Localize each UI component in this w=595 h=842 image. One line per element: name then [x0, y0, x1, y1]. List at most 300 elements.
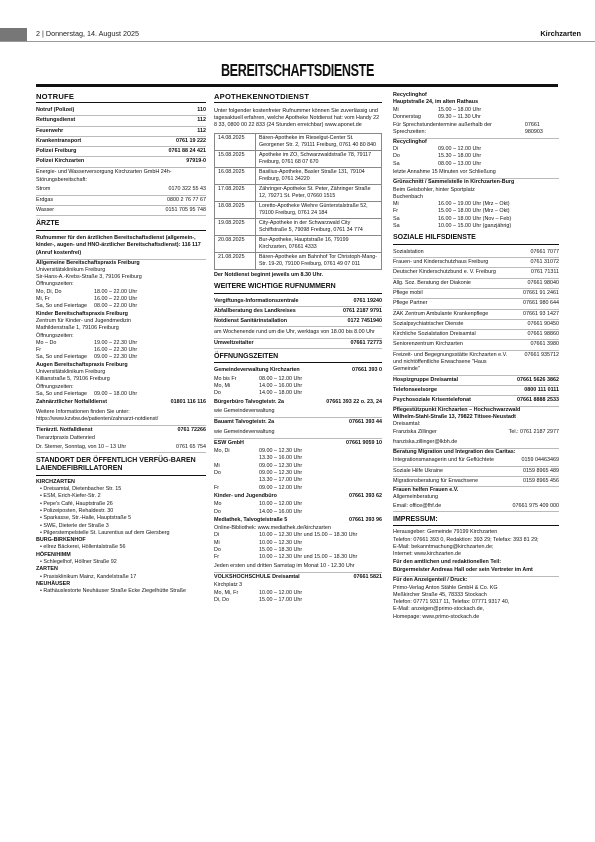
time-row-time: 14.00 – 16.00 Uhr: [259, 383, 303, 390]
notrufe-list: [36, 106, 206, 168]
sozial-row: [393, 279, 559, 289]
time-row: [214, 390, 382, 397]
sozial-row: [393, 396, 559, 406]
kinder-title: Kinder Bereitschaftspraxis Freiburg: [36, 310, 128, 317]
energie-row: [36, 185, 206, 195]
kinder-address-2: Mathildenstraße 1, 79106 Freiburg: [36, 325, 119, 332]
vhs-row: VOLKSHOCHSCHULE Dreisamtal 07661 5821: [214, 573, 382, 580]
time-row-time: 09.00 – 22.30 Uhr: [94, 354, 138, 361]
weitere-list: [214, 297, 382, 328]
frauen-contact-row: Email: office@fhf.de 07661 975 409 000: [393, 502, 559, 512]
notruf-row-value: 112: [197, 117, 206, 124]
impressum-verlag-line: Meßkircher Straße 45, 78333 Stockach: [393, 591, 487, 598]
time-row-time: 09.00 – 18.00 Uhr: [94, 390, 138, 397]
time-row: [214, 532, 382, 539]
time-row: [393, 216, 559, 223]
defi-location: • Schlegelhof, Höllner Straße 92: [36, 559, 206, 566]
notruf-row: [36, 116, 206, 126]
time-row: [214, 509, 382, 516]
kurhaus-times: [214, 448, 382, 492]
defi-location: • Rathäuslestorte Neuhäuser Straße Ecke Ziegelhütte Straße: [36, 588, 206, 595]
page-header: [0, 28, 595, 42]
apotheke-row: [215, 150, 382, 167]
zahn-text[interactable]: Weitere Informationen finden Sie unter: https://www.kzvbw.de/patienten/zahnarzt-notdienst/: [36, 408, 206, 427]
page-number-box: [0, 28, 27, 42]
migration-row: [393, 467, 559, 477]
apotheke-text: Apotheke im ZO, Schwarzwaldstraße 78, 79117 Freiburg, 0761 68 07 670: [256, 150, 382, 167]
time-row-time: 09.00 – 12.30 Uhr: [259, 470, 303, 477]
aerzte-rufnummer: Rufnummer für den ärztlichen Bereitschaftsdienst (allgemein-, kinder-, augen- und HNO-ärztlicher Bereitschaftsdienst): 116 117 (Anruf kostenfrei): [36, 234, 206, 260]
time-row-time: 10.00 – 12.00 Uhr: [259, 501, 303, 508]
gemeinde-row: Gemeindeverwaltung Kirchzarten 07661 393 0: [214, 367, 382, 374]
time-row-day: Di: [214, 532, 220, 539]
time-row-day: Mi: [214, 539, 220, 546]
weitere-row-value: 0761 19240: [353, 297, 382, 304]
time-row-day: Donnerstag: [393, 113, 421, 120]
time-row-day: Mo bis Fr: [214, 375, 237, 382]
notruf-row: [36, 106, 206, 116]
sozial-list: [393, 248, 559, 351]
time-row-time: 18.00 – 22.00 Uhr: [94, 288, 138, 295]
time-row-time: 10.00 – 12.30 Uhr und 15.00 – 18.30 Uhr: [259, 532, 358, 539]
section-heading-sozial: SOZIALE HILFSDIENSTE: [393, 234, 559, 244]
sozial-row: [393, 330, 559, 340]
weitere-row-label: Vergiftungs-Informationszentrale: [214, 297, 299, 304]
energie-row: [36, 196, 206, 206]
energie-row-value: 0151 705 95 748: [165, 206, 206, 213]
recyc-title: Recyclinghof: [393, 92, 427, 98]
column-right: [393, 92, 559, 621]
defi-hoefen-list: [36, 559, 206, 566]
sozial-row-value: 0761 31072: [530, 259, 559, 266]
time-row: [214, 477, 382, 484]
kinderbuero-times: [214, 501, 382, 516]
weitere-row: [214, 297, 382, 307]
time-row: [214, 383, 382, 390]
bib-sub[interactable]: Online-Bibliothek: www.mediathek.de/kirchzarten: [214, 525, 331, 532]
notruf-row-label: Rettungsdienst: [36, 117, 76, 124]
notruf-row-value: 0761 88 24 421: [168, 148, 206, 155]
apotheke-date: 21.08.2025: [215, 252, 256, 269]
kinderbuero-row: Kinder- und Jugendbüro 07661 393 62: [214, 492, 382, 499]
impressum-verlag-title: Für den Anzeigenteil / Druck:: [393, 577, 468, 584]
time-row-time: 15.00 – 18.00 Uhr (Mrz – Okt): [438, 208, 510, 215]
defi-location: • ESM, Erich-Kiefer-Str. 2: [36, 493, 206, 500]
defi-zarten-label: ZARTEN: [36, 566, 58, 573]
kinder-times: [36, 340, 206, 362]
time-row-day: Di, Do: [214, 596, 229, 603]
sozial-row: [393, 386, 559, 396]
allg-address-1: Universitätsklinikum Freiburg: [36, 266, 106, 273]
sozial-row-value: 07661 7077: [530, 248, 559, 255]
allg-times: [36, 289, 206, 311]
apotheke-row: [215, 252, 382, 269]
time-row-day: Di: [393, 146, 399, 153]
time-row-day: Sa, So und Feiertage: [36, 354, 87, 361]
freizeit-row: Freizeit- und Begegnungsstätte Kirchzarten e.V. und nichtöffentliche Erwachsene "Haus Gemeinde" 07661 935712: [393, 351, 559, 376]
sozial-row-value: 07661 91 2461: [523, 289, 559, 296]
time-row-time: 15.00 – 18.30 Uhr: [259, 547, 303, 554]
time-row-day: Mo, Mi: [214, 383, 231, 390]
sozial-row: [393, 289, 559, 299]
time-row: [214, 470, 382, 477]
energie-row-value: 0170 322 55 43: [168, 186, 206, 193]
weitere-row: [214, 307, 382, 317]
pflege-person: Dreisamtal:: [393, 421, 421, 428]
sozial-row-value: 0761 71311: [530, 269, 559, 276]
pflege-mail[interactable]: franziska.zillinger@lkbh.de: [393, 438, 559, 449]
energie-row-value: 0800 2 76 77 67: [167, 196, 206, 203]
time-row: [214, 485, 382, 492]
gruen-times: [393, 201, 559, 230]
sozial-row-label: Deutscher Kinderschutzbund e. V. Freiburg: [393, 269, 496, 276]
weitere-row-value: 0172 7451940: [347, 318, 382, 325]
gruen-address-1: Beim Geisbohler, hinter Sportplatz: [393, 186, 475, 193]
defi-burg-label: BURG-BIRKENHOF: [36, 537, 86, 544]
time-row: [214, 590, 382, 597]
time-row: [36, 303, 206, 310]
time-row: [393, 161, 559, 168]
defi-kirchzarten-label: KIRCHZARTEN: [36, 478, 75, 485]
time-row-time: 15.00 – 17.00 Uhr: [259, 596, 303, 603]
sozial-row-label: Frauen- und Kinderschutzhaus Freiburg: [393, 259, 489, 266]
section-heading-impressum: IMPRESSUM:: [393, 516, 559, 526]
impressum-verlag-line: E-Mail: anzeigen@primo-stockach.de,: [393, 606, 485, 613]
bib-times: [214, 532, 382, 561]
time-row-day: Do: [214, 470, 221, 477]
apotheke-row: [215, 201, 382, 218]
time-row: [36, 296, 206, 303]
migration-row-value: 0159 04463469: [521, 457, 559, 464]
time-row-day: Sa: [393, 223, 400, 230]
pflege-title: Pflegestützpunkt Kirchzarten – Hochschwarzwald: [393, 406, 521, 413]
vhs-address: Kirchplatz 3: [214, 582, 243, 589]
energie-row-label: Strom: [36, 186, 51, 193]
impressum-verlag-line: Primo-Verlag Anton Stähle GmbH & Co. KG: [393, 584, 498, 591]
time-row-time: 10.00 – 15.00 Uhr (ganzjährig): [438, 223, 512, 230]
time-row-day: Mo: [214, 501, 222, 508]
defi-zarten-list: [36, 574, 206, 581]
vhs-times: [214, 590, 382, 605]
notruf-row-label: Polizei Kirchzarten: [36, 158, 85, 165]
apotheke-row: [215, 218, 382, 235]
time-row-day: Do: [393, 153, 400, 160]
impressum-verlag: [393, 585, 559, 621]
time-row: [214, 554, 382, 561]
notruf-row: [36, 157, 206, 167]
energie-row: [36, 206, 206, 216]
defi-location: • Praxisklinikum Mainz, Kandelstraße 17: [36, 574, 206, 581]
impressum-verlag-line: Homepage: www.primo-stockach.de: [393, 613, 480, 620]
augen-times: [36, 391, 206, 398]
sozial-row-label: Telefonseelsorge: [393, 386, 437, 393]
time-row-day: Do: [214, 508, 221, 515]
page-title: BEREITSCHAFTSDIENSTE: [220, 60, 375, 80]
apotheke-date: 14.08.2025: [215, 133, 256, 150]
time-row-time: 09.00 – 12.00 Uhr: [438, 146, 482, 153]
apotheke-row: [215, 167, 382, 184]
time-row-day: Sa: [393, 215, 400, 222]
notruf-row: [36, 147, 206, 157]
sozial-row-label: Hospizgruppe Dreisamtal: [393, 376, 459, 383]
oeffnung-label: Öffnungszeiten:: [36, 383, 74, 390]
time-row: [36, 347, 206, 354]
notruf-row: [36, 127, 206, 137]
time-row: [393, 208, 559, 215]
defi-location: • Pilgerstempelstelle St. Laurentius auf dem Giersberg: [36, 530, 206, 537]
time-row: [214, 455, 382, 462]
time-row-time: 15.30 – 18.00 Uhr: [438, 153, 482, 160]
time-row-time: 09.00 – 12.30 Uhr: [259, 448, 303, 455]
bauamt-sub: wie Gemeindeverwaltung: [214, 428, 382, 439]
notruf-row-value: 97919-0: [186, 158, 206, 165]
time-row: [36, 289, 206, 296]
sozial-row-label: Psychosoziale Krisentelefonat: [393, 397, 471, 404]
notruf-row-label: Polizei Freiburg: [36, 148, 77, 155]
energie-row-label: Wasser: [36, 206, 55, 213]
gruen-address-2: Buchenbach: [393, 193, 423, 200]
energie-text: Energie- und Wasserversorgung Kirchzarten GmbH 24h-Störungsbereitschaft:: [36, 169, 172, 183]
time-row-time: 16.00 – 19.00 Uhr (Mrz – Okt): [438, 201, 510, 208]
time-row-day: Sa: [393, 160, 400, 167]
time-row-day: Mo – Do: [36, 339, 57, 346]
sozial-row-value: 07661 980 644: [523, 300, 559, 307]
kurhaus-row: ESW GmbH 07661 9059 10: [214, 439, 382, 446]
weitere-row-label: Abfallberatung des Landkreises: [214, 307, 296, 314]
sozial-row: [393, 320, 559, 330]
allg-address-2: Sir-Hans-A.-Krebs-Straße 3, 79106 Freiburg: [36, 274, 142, 281]
gemeinde-times: [214, 376, 382, 398]
apotheke-row: [215, 235, 382, 252]
section-heading-defi: STANDORT DER ÖFFENTLICH VERFÜG-BAREN LAIENDEFIBRILLATOREN: [36, 457, 206, 476]
migration-title: Beratung Migration und Integration des Caritas:: [393, 448, 516, 455]
tier-row: Tierärztl. Notfalldienst 0761 72266: [36, 427, 206, 434]
tier-person-row: Dr. Sterner, Sonntag, von 10 – 13 Uhr 0761 65 754: [36, 443, 206, 453]
apotheke-text: City-Apotheke in der Schwarzwald City Schiffstraße 5, 79098 Freiburg, 0761 34 774: [256, 218, 382, 235]
defi-location: • Sparkasse, Str.-Halle, Hauptstraße 5: [36, 515, 206, 522]
impressum-resp2: Bürgermeister Andreas Hall oder sein Vertreter im Amt: [393, 566, 559, 577]
time-row: [214, 547, 382, 554]
notruf-row-label: Krankentransport: [36, 137, 82, 144]
time-row: [214, 540, 382, 547]
weitere-row-value: 0761 2187 9791: [343, 307, 382, 314]
apotheken-note: Der Notdienst beginnt jeweils um 8.30 Uhr.: [214, 271, 324, 278]
bib-row: Mediathek, Talvogteistraße 5 07661 393 96: [214, 516, 382, 523]
impressum-lines: [393, 529, 559, 558]
zahn-row: Zahnärztlicher Notfalldienst 01801 116 116: [36, 399, 206, 406]
apotheke-text: Zähringer-Apotheke St. Peter, Zähringer Straße 12, 79271 St. Peter, 07660 1515: [256, 184, 382, 201]
sozial-row: [393, 340, 559, 350]
apotheke-row: [215, 133, 382, 150]
bauamt-row: Bauamt Talvogteistr. 2a 07661 393 44: [214, 419, 382, 426]
header-section: Kirchzarten: [540, 29, 581, 38]
notruf-row-label: Feuerwehr: [36, 127, 64, 134]
time-row-time: 14.00 – 16.00 Uhr: [259, 508, 303, 515]
time-row: [393, 153, 559, 160]
umwelt-row: Umweltzeitalter 07661 72773: [214, 339, 382, 349]
time-row-day: Mo, Di: [214, 448, 230, 455]
time-row-day: Mo, Di, Do: [36, 288, 62, 295]
sozial-row-value: 07661 3980: [530, 341, 559, 348]
tier-text: Tierarztpraxis Dattenried: [36, 435, 95, 442]
column-middle: [214, 92, 382, 604]
defi-location: • ellrez Bäckerei, Höllentalstraße 56: [36, 544, 206, 551]
time-row: [214, 597, 382, 604]
apotheke-text: Bären-Apotheke im Rieselgut-Center St. Georgener Str. 2, 79111 Freiburg, 0761 40 80 840: [256, 133, 382, 150]
migration-row: [393, 456, 559, 466]
sozial-row-label: Pflege mobil: [393, 289, 423, 296]
sozial-row: [393, 376, 559, 386]
column-left: [36, 92, 206, 596]
header-date-line: 2 | Donnerstag, 14. August 2025: [36, 29, 139, 38]
time-row-day: Sa, So und Feiertage: [36, 390, 87, 397]
apotheke-date: 17.08.2025: [215, 184, 256, 201]
weitere-row: [214, 317, 382, 327]
time-row-day: Mo, Mi, Fr: [214, 589, 239, 596]
section-heading-aerzte: ÄRZTE: [36, 220, 206, 230]
sozial-row: [393, 248, 559, 258]
time-row-time: 16.00 – 18.00 Uhr (Nov – Feb): [438, 215, 512, 222]
sozial-row-value: 0800 111 0111: [524, 386, 559, 393]
time-row-day: Fr: [214, 554, 220, 561]
apotheke-text: Bur-Apotheke, Hauptstraße 16, 79199 Kirchzarten, 07661 4333: [256, 235, 382, 252]
impressum-line: Telefon: 07661 393 0, Redaktion: 393 29; Telefax: 393 81 29;: [393, 536, 539, 543]
time-row-time: 10.00 – 12.00 Uhr: [259, 589, 303, 596]
time-row-day: [214, 455, 259, 462]
oeffnung-label: Öffnungszeiten:: [36, 281, 74, 288]
time-row: [214, 463, 382, 470]
notruf-row-value: 0761 19 222: [176, 137, 206, 144]
frauen-title: Frauen helfen Frauen e.V.: [393, 487, 459, 494]
sozial-row-label: Sozialstation: [393, 248, 424, 255]
apotheke-text: Basilius-Apotheke, Basler Straße 131, 79104 Freiburg, 0761 34220: [256, 167, 382, 184]
apotheken-table: [214, 133, 382, 270]
time-row-day: Fr: [393, 208, 399, 215]
impressum-line: Herausgeber: Gemeinde 79199 Kirchzarten: [393, 529, 498, 536]
recyc-times: [393, 107, 559, 122]
sozial-row-value: 07661 98040: [527, 279, 559, 286]
header-divider: [0, 41, 595, 42]
defi-location: • Dreisamtal, Dietenbacher Str. 15: [36, 486, 206, 493]
time-row-day: Mi: [393, 201, 399, 208]
defi-neuhaeuser-list: [36, 588, 206, 595]
sozial-row-label: Pflege Partner: [393, 300, 428, 307]
migration-row-label: Migrationsberatung für Erwachsene: [393, 477, 479, 484]
section-heading-apotheken: APOTHEKENNOTDIENST: [214, 92, 382, 103]
sozial-row-label: Allg. Soz. Beratung der Diakonie: [393, 279, 471, 286]
sozial-row-value: 07661 93 1427: [523, 310, 559, 317]
section-heading-oeffnung: ÖFFNUNGSZEITEN: [214, 353, 382, 363]
impressum-line: Internet: www.kirchzarten.de: [393, 551, 462, 558]
sozial-row: [393, 310, 559, 320]
defi-neuhaeuser-label: NEUHÄUSER: [36, 580, 71, 587]
migration-list: [393, 456, 559, 487]
sozial-row-label: Sozialpsychiatrischer Dienste: [393, 320, 464, 327]
apotheke-text: Bären-Apotheke am Bahnhof Tor Christoph-Mang-Str. 19-20, 79100 Freiburg, 0761 49 07 011: [256, 252, 382, 269]
recyc-address: Hauptstraße 24, im alten Rathaus: [393, 99, 479, 106]
time-row-time: 09.00 – 12.00 Uhr: [259, 484, 303, 491]
time-row: [393, 107, 559, 114]
sozial-row-label: ZAK Zentrum Ambulante Krankenpflege: [393, 310, 489, 317]
allg-title: Allgemeine Bereitschaftspraxis Freiburg: [36, 259, 140, 266]
time-row: [36, 391, 206, 398]
time-row-day: Mi: [393, 106, 399, 113]
migration-row-value: 0159 8965 489: [523, 467, 559, 474]
apotheke-date: 15.08.2025: [215, 150, 256, 167]
time-row-day: Mi, Fr: [36, 296, 50, 303]
sozial2-list: [393, 376, 559, 407]
sozial-row-label: Kirchliche Sozialstation Dreisamtal: [393, 331, 476, 338]
augen-title: Augen Bereitschaftspraxis Freiburg: [36, 361, 128, 368]
energie-row-label: Erdgas: [36, 196, 54, 203]
time-row-time: 08.00 – 13.00 Uhr: [438, 160, 482, 167]
defi-location: • Polizeiposten, Rehaldestr. 30: [36, 508, 206, 515]
apotheken-intro: Unter folgender kostenfreier Rufnummer können Sie zuverlässig und tagesaktuell erfahren, welche Apotheke Notdienst hat: vom Handy 22 8 33, 0800 00 22 833 (24 Stunden erreichbar) www.aponet.de: [214, 107, 380, 129]
bib-note: Jeden ersten und dritten Samstag im Monat 10 - 12.30 Uhr: [214, 562, 382, 573]
time-row-day: Fr: [36, 347, 42, 354]
notruf-row-value: 112: [197, 127, 206, 134]
augen-address-2: Killianstraße 5, 79106 Freiburg: [36, 376, 110, 383]
time-row-day: Fr: [214, 484, 220, 491]
time-row-day: Do: [214, 547, 221, 554]
time-row-time: 14.00 – 18.00 Uhr: [259, 390, 303, 397]
buerger-row: Bürgerbüro Talvogteistr. 2a 07661 393 22 o. 23, 24: [214, 398, 382, 405]
apotheke-date: 16.08.2025: [215, 167, 256, 184]
section-heading-weitere: WEITERE WICHTIGE RUFNUMMERN: [214, 283, 382, 293]
notruf-row: [36, 137, 206, 147]
weitere-row-label: Notdienst Sanitärinstallation: [214, 318, 288, 325]
time-row-time: 19.00 – 22.30 Uhr: [94, 339, 138, 346]
sanitaer-note: am Wochenende rund um die Uhr, werktags von 18.00 bis 8.00 Uhr: [214, 327, 382, 338]
energie-list: [36, 185, 206, 216]
time-row-day: Mi: [214, 462, 220, 469]
apotheke-text: Loretto-Apotheke Wiehre Günterstalstraße 52, 79100 Freiburg, 0761 24 184: [256, 201, 382, 218]
sozial-row-value: 07661 90450: [527, 320, 559, 327]
time-row-time: 10.00 – 12.30 Uhr und 15.00 – 18.30 Uhr: [259, 554, 358, 561]
defi-burg-list: [36, 544, 206, 551]
sozial-row-value: 07661 5626 3862: [517, 376, 559, 383]
augen-address-1: Universitätsklinikum Freiburg: [36, 369, 106, 376]
sozial-row: [393, 258, 559, 268]
impressum-line: E-Mail: bekanntmachung@kirchzarten.de;: [393, 544, 494, 551]
time-row-time: 08.00 – 22.00 Uhr: [94, 303, 138, 310]
time-row: [36, 340, 206, 347]
sozial-row: [393, 299, 559, 309]
pflege-address: Wilhelm-Stahl-Straße 13, 79822 Titisee-Neustadt: [393, 413, 516, 420]
apotheke-row: [215, 184, 382, 201]
time-row-day: [214, 477, 259, 484]
oeffnung-label: Öffnungszeiten:: [36, 332, 74, 339]
time-row: [214, 501, 382, 508]
time-row: [214, 376, 382, 383]
time-row: [393, 223, 559, 230]
time-row-day: Do: [214, 390, 221, 397]
migration-row: [393, 477, 559, 487]
time-row: [36, 354, 206, 361]
time-row: [393, 201, 559, 208]
sozial-row-label: Seniorenzentrum Kirchzarten: [393, 341, 463, 348]
migration-row-value: 0159 8965 456: [523, 477, 559, 484]
recyc-note-row: Für Sprechstundentermine außerhalb der Sprechzeiten: 07661 980903: [393, 121, 559, 139]
defi-location: • SWE, Dieterle der Straße 3: [36, 523, 206, 530]
pflege-contact-row: Franziska Zillinger Tel.: 0761 2187 2977: [393, 429, 559, 436]
buerger-sub: wie Gemeindeverwaltung: [214, 407, 382, 418]
time-row: [214, 448, 382, 455]
bio-title: Recyclinghof: [393, 138, 427, 145]
time-row-time: 16.00 – 22.30 Uhr: [94, 347, 138, 354]
apotheke-date: 20.08.2025: [215, 235, 256, 252]
time-row-time: 15.00 – 18.00 Uhr: [438, 106, 482, 113]
